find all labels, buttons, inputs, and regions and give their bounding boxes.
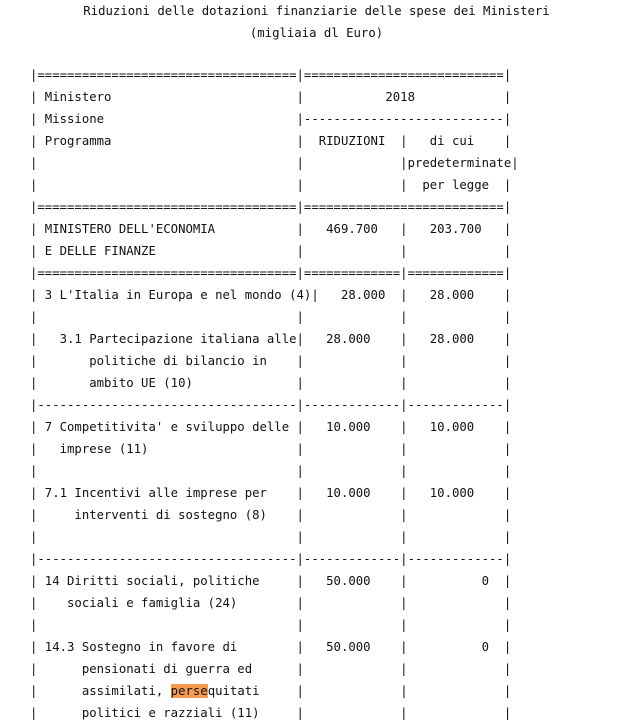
table-line: | pensionati di guerra ed | | | bbox=[30, 662, 512, 676]
table-line: | 7 Competitivita' e sviluppo delle | 10.000 | 10.000 | bbox=[30, 420, 512, 434]
table-line: | Missione |---------------------------| bbox=[30, 112, 512, 126]
table-line: | | | per legge | bbox=[30, 178, 512, 192]
table-line: | 14 Diritti sociali, politiche | 50.000 | 0 | bbox=[30, 574, 512, 588]
table-line: | 7.1 Incentivi alle imprese per | 10.000 | 10.000 | bbox=[30, 486, 512, 500]
table-line: | | | | bbox=[30, 618, 512, 632]
table-line: | politiche di bilancio in | | | bbox=[30, 354, 512, 368]
table-line: |-----------------------------------|-------------|-------------| bbox=[30, 398, 512, 412]
table-line: |===================================|===========================| bbox=[30, 68, 512, 82]
table-line: | | | | bbox=[30, 310, 512, 324]
table-line: | assimilati, persequitati | | | bbox=[30, 684, 512, 698]
table-line: | 14.3 Sostegno in favore di | 50.000 | 0 | bbox=[30, 640, 512, 654]
table-line: | politici e razziali (11) | | | bbox=[30, 706, 512, 720]
ascii-table bbox=[30, 64, 519, 724]
table-line: | 3.1 Partecipazione italiana alle| 28.000 | 28.000 | bbox=[30, 332, 512, 346]
document-title: Riduzioni delle dotazioni finanziarie delle spese dei Ministeri bbox=[83, 4, 550, 18]
search-highlight: perse bbox=[170, 684, 208, 698]
table-line: |===================================|=============|=============| bbox=[30, 266, 512, 280]
table-line: | Programma | RIDUZIONI | di cui | bbox=[30, 134, 512, 148]
table-line: | ambito UE (10) | | | bbox=[30, 376, 512, 390]
table-line: | MINISTERO DELL'ECONOMIA | 469.700 | 203.700 | bbox=[30, 222, 512, 236]
table-line: | 3 L'Italia in Europa e nel mondo (4)| 28.000 | 28.000 | bbox=[30, 288, 512, 302]
document-subtitle: (migliaia dl Euro) bbox=[249, 26, 384, 40]
table-line: | interventi di sostegno (8) | | | bbox=[30, 508, 512, 522]
table-line: | imprese (11) | | | bbox=[30, 442, 512, 456]
table-line: | sociali e famiglia (24) | | | bbox=[30, 596, 512, 610]
table-line: | | | | bbox=[30, 530, 512, 544]
table-line: | | | | bbox=[30, 464, 512, 478]
table-line: | Ministero | 2018 | bbox=[30, 90, 512, 104]
table-line: |===================================|===========================| bbox=[30, 200, 512, 214]
table-line: |-----------------------------------|-------------|-------------| bbox=[30, 552, 512, 566]
table-line: | | |predeterminate| bbox=[30, 156, 519, 170]
table-line: | E DELLE FINANZE | | | bbox=[30, 244, 512, 258]
